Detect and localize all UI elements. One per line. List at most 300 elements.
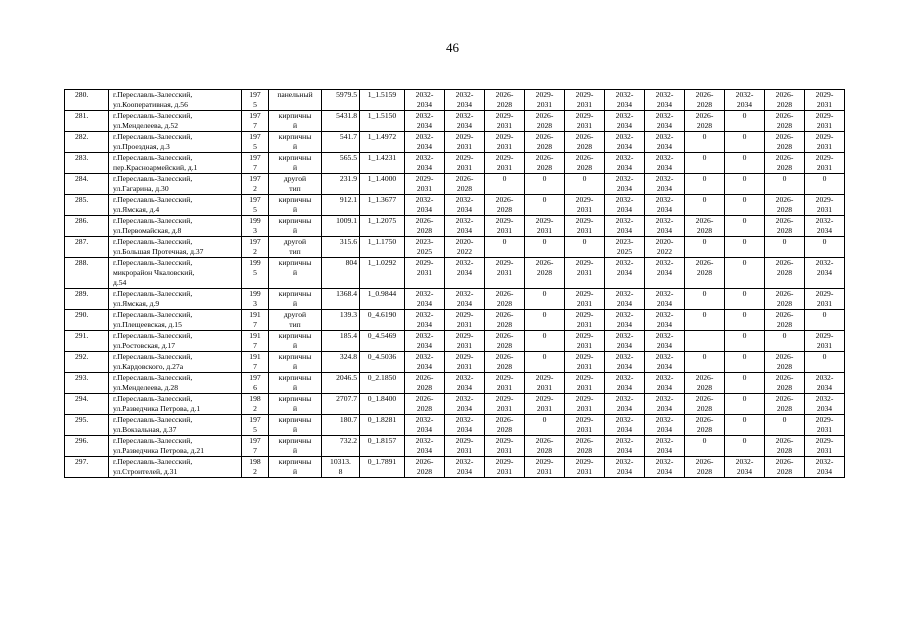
address-cell bbox=[109, 153, 242, 174]
period-cell-line: 2026- bbox=[695, 111, 714, 120]
period-cell bbox=[685, 436, 725, 457]
period-cell bbox=[645, 258, 685, 289]
material-cell-line: кирпичны bbox=[278, 457, 312, 466]
code-cell: 1_1.2075 bbox=[360, 216, 405, 237]
address-cell bbox=[109, 331, 242, 352]
address-cell-line: ул.Разведчика Петрова, д.1 bbox=[113, 404, 201, 413]
period-cell-line: 2031 bbox=[816, 100, 833, 109]
period-cell bbox=[805, 216, 845, 237]
period-cell bbox=[605, 352, 645, 373]
address-cell-line: ул.Ямская, д.9 bbox=[113, 299, 160, 308]
material-cell-line: й bbox=[292, 425, 298, 434]
period-cell-line: 2031 bbox=[576, 299, 593, 308]
period-cell bbox=[765, 394, 805, 415]
period-cell-line: 2022 bbox=[456, 247, 473, 256]
row-number-cell: 288. bbox=[65, 258, 109, 289]
period-cell bbox=[605, 195, 645, 216]
year-cell bbox=[242, 90, 269, 111]
period-cell-line: 2026- bbox=[535, 258, 554, 267]
code-cell: 0_1.8400 bbox=[360, 394, 405, 415]
period-cell bbox=[445, 310, 485, 331]
period-cell bbox=[445, 331, 485, 352]
address-cell-line: г.Переславль-Залесский, bbox=[113, 174, 193, 183]
period-cell bbox=[565, 394, 605, 415]
period-cell-line: 2032- bbox=[415, 310, 434, 319]
address-cell bbox=[109, 195, 242, 216]
material-cell bbox=[269, 352, 322, 373]
period-cell-line: 2031 bbox=[496, 446, 513, 455]
code-cell: 1_1.4972 bbox=[360, 132, 405, 153]
material-cell bbox=[269, 216, 322, 237]
period-cell bbox=[725, 457, 765, 478]
material-cell-line: кирпичны bbox=[278, 373, 312, 382]
period-cell-line: 2032- bbox=[615, 373, 634, 382]
period-cell bbox=[525, 258, 565, 289]
code-cell: 0_4.6190 bbox=[360, 310, 405, 331]
period-cell-line: 0 bbox=[702, 132, 707, 141]
period-cell-line: 2029- bbox=[415, 174, 434, 183]
period-cell-line: 0 bbox=[782, 174, 787, 183]
period-cell bbox=[405, 90, 445, 111]
period-cell-line: 2029- bbox=[575, 289, 594, 298]
period-cell bbox=[525, 415, 565, 436]
period-cell bbox=[645, 436, 685, 457]
period-cell-line: 2029- bbox=[495, 457, 514, 466]
period-cell-line: 0 bbox=[742, 237, 747, 246]
period-cell-line: 2034 bbox=[656, 142, 673, 151]
period-cell bbox=[485, 436, 525, 457]
code-cell: 0_1.7891 bbox=[360, 457, 405, 478]
row-number-cell: 289. bbox=[65, 289, 109, 310]
year-cell-line: 7 bbox=[253, 163, 257, 172]
period-cell-line: 2028 bbox=[536, 268, 553, 277]
period-cell-line: 2029- bbox=[815, 331, 834, 340]
period-cell-line: 0 bbox=[702, 436, 707, 445]
period-cell bbox=[405, 174, 445, 195]
address-cell-line: микрорайон Чкаловский, bbox=[113, 268, 195, 277]
period-cell-line: 0 bbox=[502, 174, 507, 183]
code-cell: 1_1.1750 bbox=[360, 237, 405, 258]
period-cell bbox=[805, 394, 845, 415]
period-cell-line: 2032- bbox=[455, 289, 474, 298]
period-cell-line: 2029- bbox=[535, 90, 554, 99]
address-cell-line: ул.Гагарина, д.30 bbox=[113, 184, 169, 193]
period-cell-line: 2026- bbox=[495, 289, 514, 298]
period-cell-line: 2025 bbox=[416, 247, 433, 256]
year-cell-line: 7 bbox=[253, 341, 257, 350]
period-cell bbox=[565, 153, 605, 174]
period-cell-line: 0 bbox=[742, 352, 747, 361]
code-cell: 1_1.5150 bbox=[360, 111, 405, 132]
period-cell-line: 2026- bbox=[775, 289, 794, 298]
period-cell-line: 0 bbox=[822, 352, 827, 361]
row-number-cell: 294. bbox=[65, 394, 109, 415]
period-cell bbox=[565, 331, 605, 352]
period-cell-line: 2032- bbox=[655, 352, 674, 361]
area-cell bbox=[322, 153, 360, 174]
material-cell-line: й bbox=[292, 142, 298, 151]
period-cell bbox=[725, 111, 765, 132]
period-cell-line: 2031 bbox=[456, 446, 473, 455]
period-cell-line: 0 bbox=[742, 310, 747, 319]
area-value: 912.1 bbox=[339, 195, 357, 204]
period-cell-line: 2026- bbox=[775, 132, 794, 141]
period-cell-line: 2034 bbox=[456, 425, 473, 434]
period-cell bbox=[725, 415, 765, 436]
material-cell bbox=[269, 132, 322, 153]
address-cell-line: г.Переславль-Залесский, bbox=[113, 153, 193, 162]
period-cell-line: 2029- bbox=[415, 258, 434, 267]
period-cell-line: 2029- bbox=[535, 373, 554, 382]
period-cell bbox=[765, 436, 805, 457]
period-cell bbox=[485, 237, 525, 258]
period-cell bbox=[725, 310, 765, 331]
period-cell bbox=[725, 289, 765, 310]
period-cell-line: 2029- bbox=[575, 415, 594, 424]
period-cell bbox=[445, 195, 485, 216]
period-cell bbox=[645, 216, 685, 237]
period-cell-line: 2029- bbox=[495, 153, 514, 162]
period-cell-line: 2034 bbox=[456, 268, 473, 277]
area-cell bbox=[322, 289, 360, 310]
period-cell bbox=[405, 216, 445, 237]
period-cell-line: 2034 bbox=[456, 404, 473, 413]
period-cell-line: 2028 bbox=[576, 163, 593, 172]
period-cell bbox=[725, 436, 765, 457]
period-cell-line: 2029- bbox=[815, 289, 834, 298]
period-cell bbox=[725, 132, 765, 153]
period-cell bbox=[805, 310, 845, 331]
area-cell bbox=[322, 90, 360, 111]
period-cell-line: 2029- bbox=[575, 373, 594, 382]
period-cell-line: 2020- bbox=[455, 237, 474, 246]
year-cell bbox=[242, 415, 269, 436]
material-cell-line: й bbox=[292, 205, 298, 214]
period-cell bbox=[685, 457, 725, 478]
period-cell-line: 2034 bbox=[456, 205, 473, 214]
period-cell bbox=[605, 415, 645, 436]
period-cell-line: 2026- bbox=[775, 310, 794, 319]
period-cell bbox=[405, 310, 445, 331]
period-cell-line: 2034 bbox=[656, 205, 673, 214]
period-cell-line: 2031 bbox=[416, 184, 433, 193]
period-cell bbox=[685, 195, 725, 216]
period-cell-line: 2029- bbox=[495, 111, 514, 120]
period-cell bbox=[645, 153, 685, 174]
period-cell-line: 2031 bbox=[816, 299, 833, 308]
material-cell bbox=[269, 174, 322, 195]
period-cell-line: 2026- bbox=[575, 132, 594, 141]
period-cell-line: 2028 bbox=[536, 163, 553, 172]
period-cell bbox=[405, 331, 445, 352]
table-row bbox=[65, 394, 845, 415]
period-cell-line: 2032- bbox=[815, 373, 834, 382]
period-cell-line: 2031 bbox=[576, 383, 593, 392]
period-cell-line: 2029- bbox=[495, 258, 514, 267]
period-cell bbox=[765, 373, 805, 394]
period-cell-line: 2029- bbox=[495, 394, 514, 403]
period-cell-line: 2034 bbox=[416, 320, 433, 329]
area-cell bbox=[322, 111, 360, 132]
period-cell-line: 2031 bbox=[576, 425, 593, 434]
period-cell bbox=[805, 258, 845, 289]
period-cell bbox=[485, 174, 525, 195]
period-cell-line: 2029- bbox=[575, 457, 594, 466]
period-cell-line: 0 bbox=[782, 237, 787, 246]
address-cell bbox=[109, 310, 242, 331]
address-cell bbox=[109, 415, 242, 436]
period-cell-line: 0 bbox=[822, 310, 827, 319]
period-cell-line: 2032- bbox=[615, 436, 634, 445]
period-cell-line: 2032- bbox=[615, 195, 634, 204]
period-cell-line: 0 bbox=[782, 415, 787, 424]
material-cell-line: й bbox=[292, 341, 298, 350]
material-cell-line: кирпичны bbox=[278, 331, 312, 340]
period-cell bbox=[485, 111, 525, 132]
area-value: 324.8 bbox=[339, 352, 357, 361]
material-cell bbox=[269, 436, 322, 457]
period-cell bbox=[445, 132, 485, 153]
year-cell-line: 199 bbox=[249, 216, 261, 225]
period-cell bbox=[485, 373, 525, 394]
period-cell-line: 2028 bbox=[776, 383, 793, 392]
year-cell-line: 2 bbox=[253, 467, 257, 476]
period-cell-line: 2031 bbox=[576, 121, 593, 130]
period-cell-line: 2026- bbox=[695, 216, 714, 225]
period-cell bbox=[605, 373, 645, 394]
material-cell bbox=[269, 415, 322, 436]
material-cell-line: й bbox=[292, 404, 298, 413]
area-value: 732.2 bbox=[339, 436, 357, 445]
row-number-cell: 292. bbox=[65, 352, 109, 373]
area-value: 139.3 bbox=[339, 310, 357, 319]
area-value: 10313. bbox=[330, 457, 351, 466]
period-cell-line: 2034 bbox=[416, 100, 433, 109]
code-cell: 0_2.1850 bbox=[360, 373, 405, 394]
period-cell-line: 0 bbox=[702, 195, 707, 204]
period-cell bbox=[485, 153, 525, 174]
period-cell-line: 2026- bbox=[415, 216, 434, 225]
period-cell-line: 2034 bbox=[616, 446, 633, 455]
row-number-cell: 282. bbox=[65, 132, 109, 153]
year-cell-line: 191 bbox=[249, 310, 261, 319]
material-cell bbox=[269, 153, 322, 174]
period-cell-line: 0 bbox=[502, 237, 507, 246]
period-cell-line: 0 bbox=[702, 153, 707, 162]
address-cell-line: ул.Разведчика Петрова, д.21 bbox=[113, 446, 205, 455]
table-row bbox=[65, 310, 845, 331]
period-cell bbox=[725, 174, 765, 195]
period-cell-line: 2032- bbox=[735, 90, 754, 99]
period-cell-line: 2026- bbox=[695, 258, 714, 267]
period-cell-line: 0 bbox=[702, 237, 707, 246]
area-value: 5431.8 bbox=[336, 111, 357, 120]
area-value: 565.5 bbox=[339, 153, 357, 162]
period-cell-line: 2032- bbox=[655, 153, 674, 162]
year-cell bbox=[242, 373, 269, 394]
period-cell-line: 2032- bbox=[615, 310, 634, 319]
period-cell-line: 2031 bbox=[456, 341, 473, 350]
period-cell-line: 2023- bbox=[615, 237, 634, 246]
period-cell bbox=[765, 153, 805, 174]
row-number-cell: 290. bbox=[65, 310, 109, 331]
period-cell-line: 0 bbox=[822, 174, 827, 183]
period-cell bbox=[685, 258, 725, 289]
area-value: 315.6 bbox=[339, 237, 357, 246]
period-cell bbox=[525, 394, 565, 415]
year-cell-line: 199 bbox=[249, 258, 261, 267]
period-cell-line: 2028 bbox=[456, 184, 473, 193]
code-cell: 1_1.0292 bbox=[360, 258, 405, 289]
period-cell-line: 2032- bbox=[415, 195, 434, 204]
period-cell bbox=[805, 415, 845, 436]
address-cell-line: ул.Вокзальная, д.37 bbox=[113, 425, 177, 434]
period-cell-line: 2029- bbox=[815, 132, 834, 141]
address-cell bbox=[109, 216, 242, 237]
address-cell bbox=[109, 436, 242, 457]
area-value: 1368.4 bbox=[336, 289, 357, 298]
address-cell-line: ул.Кардовского, д.27а bbox=[113, 362, 184, 371]
period-cell-line: 2026- bbox=[775, 457, 794, 466]
period-cell bbox=[445, 153, 485, 174]
material-cell-line: й bbox=[292, 467, 298, 476]
period-cell-line: 2032- bbox=[815, 457, 834, 466]
period-cell-line: 2034 bbox=[416, 121, 433, 130]
period-cell-line: 2031 bbox=[816, 142, 833, 151]
period-cell-line: 2034 bbox=[416, 446, 433, 455]
period-cell bbox=[685, 153, 725, 174]
period-cell-line: 2028 bbox=[496, 362, 513, 371]
table-row bbox=[65, 352, 845, 373]
table-row bbox=[65, 457, 845, 478]
period-cell-line: 2026- bbox=[455, 174, 474, 183]
address-cell-line: г.Переславль-Залесский, bbox=[113, 289, 193, 298]
period-cell bbox=[405, 132, 445, 153]
period-cell-line: 2031 bbox=[816, 121, 833, 130]
period-cell bbox=[805, 331, 845, 352]
address-cell-line: г.Переславль-Залесский, bbox=[113, 331, 193, 340]
address-cell bbox=[109, 111, 242, 132]
material-cell bbox=[269, 310, 322, 331]
year-cell bbox=[242, 216, 269, 237]
period-cell-line: 2034 bbox=[616, 184, 633, 193]
table-row bbox=[65, 153, 845, 174]
period-cell-line: 2029- bbox=[815, 415, 834, 424]
row-number-cell: 296. bbox=[65, 436, 109, 457]
period-cell-line: 2028 bbox=[776, 163, 793, 172]
material-cell-line: другой bbox=[283, 237, 307, 246]
period-cell-line: 2031 bbox=[496, 383, 513, 392]
period-cell bbox=[445, 394, 485, 415]
period-cell bbox=[445, 415, 485, 436]
period-cell-line: 0 bbox=[742, 415, 747, 424]
year-cell bbox=[242, 310, 269, 331]
year-cell-line: 191 bbox=[249, 352, 261, 361]
period-cell-line: 2032- bbox=[615, 132, 634, 141]
period-cell-line: 2028 bbox=[496, 425, 513, 434]
period-cell bbox=[445, 237, 485, 258]
period-cell-line: 2029- bbox=[575, 352, 594, 361]
period-cell-line: 2028 bbox=[416, 404, 433, 413]
year-cell-line: 5 bbox=[253, 142, 257, 151]
period-cell bbox=[485, 352, 525, 373]
period-cell-line: 2026- bbox=[575, 153, 594, 162]
period-cell-line: 2029- bbox=[815, 111, 834, 120]
period-cell-line: 2032- bbox=[455, 457, 474, 466]
material-cell-line: й bbox=[292, 121, 298, 130]
period-cell bbox=[445, 216, 485, 237]
period-cell-line: 2028 bbox=[696, 404, 713, 413]
period-cell-line: 2032- bbox=[655, 331, 674, 340]
row-number-cell: 291. bbox=[65, 331, 109, 352]
period-cell bbox=[645, 195, 685, 216]
period-cell bbox=[605, 258, 645, 289]
period-cell-line: 2029- bbox=[815, 436, 834, 445]
table-row bbox=[65, 111, 845, 132]
period-cell bbox=[485, 132, 525, 153]
period-cell-line: 2020- bbox=[655, 237, 674, 246]
period-cell bbox=[485, 457, 525, 478]
period-cell-line: 2026- bbox=[775, 90, 794, 99]
material-cell-line: тип bbox=[289, 184, 301, 193]
period-cell-line: 2026- bbox=[775, 436, 794, 445]
period-cell bbox=[765, 310, 805, 331]
period-cell bbox=[485, 216, 525, 237]
period-cell bbox=[485, 90, 525, 111]
period-cell-line: 2034 bbox=[656, 383, 673, 392]
period-cell bbox=[725, 195, 765, 216]
period-cell bbox=[565, 90, 605, 111]
row-number-cell: 287. bbox=[65, 237, 109, 258]
period-cell bbox=[725, 237, 765, 258]
period-cell bbox=[565, 289, 605, 310]
period-cell-line: 2034 bbox=[616, 205, 633, 214]
period-cell-line: 2034 bbox=[616, 341, 633, 350]
period-cell-line: 2034 bbox=[656, 268, 673, 277]
period-cell bbox=[565, 258, 605, 289]
period-cell-line: 0 bbox=[742, 289, 747, 298]
area-cell bbox=[322, 195, 360, 216]
period-cell-line: 2032- bbox=[615, 289, 634, 298]
period-cell-line: 2026- bbox=[775, 216, 794, 225]
year-cell-line: 7 bbox=[253, 446, 257, 455]
material-cell-line: кирпичны bbox=[278, 195, 312, 204]
period-cell-line: 0 bbox=[702, 289, 707, 298]
material-cell-line: кирпичны bbox=[278, 132, 312, 141]
address-cell bbox=[109, 457, 242, 478]
period-cell-line: 2034 bbox=[456, 467, 473, 476]
material-cell bbox=[269, 373, 322, 394]
period-cell-line: 2029- bbox=[455, 132, 474, 141]
address-cell-line: г.Переславль-Залесский, bbox=[113, 216, 193, 225]
period-cell-line: 2032- bbox=[655, 436, 674, 445]
material-cell-line: кирпичны bbox=[278, 289, 312, 298]
period-cell-line: 2034 bbox=[816, 383, 833, 392]
period-cell-line: 2032- bbox=[655, 394, 674, 403]
area-cell bbox=[322, 310, 360, 331]
period-cell-line: 2026- bbox=[495, 331, 514, 340]
period-cell bbox=[565, 310, 605, 331]
period-cell bbox=[525, 111, 565, 132]
period-cell bbox=[685, 90, 725, 111]
period-cell-line: 2034 bbox=[416, 205, 433, 214]
period-cell-line: 2028 bbox=[416, 383, 433, 392]
period-cell bbox=[765, 195, 805, 216]
period-cell-line: 2026- bbox=[495, 90, 514, 99]
period-cell-line: 2032- bbox=[815, 258, 834, 267]
period-cell-line: 2032- bbox=[415, 331, 434, 340]
period-cell-line: 2031 bbox=[496, 163, 513, 172]
